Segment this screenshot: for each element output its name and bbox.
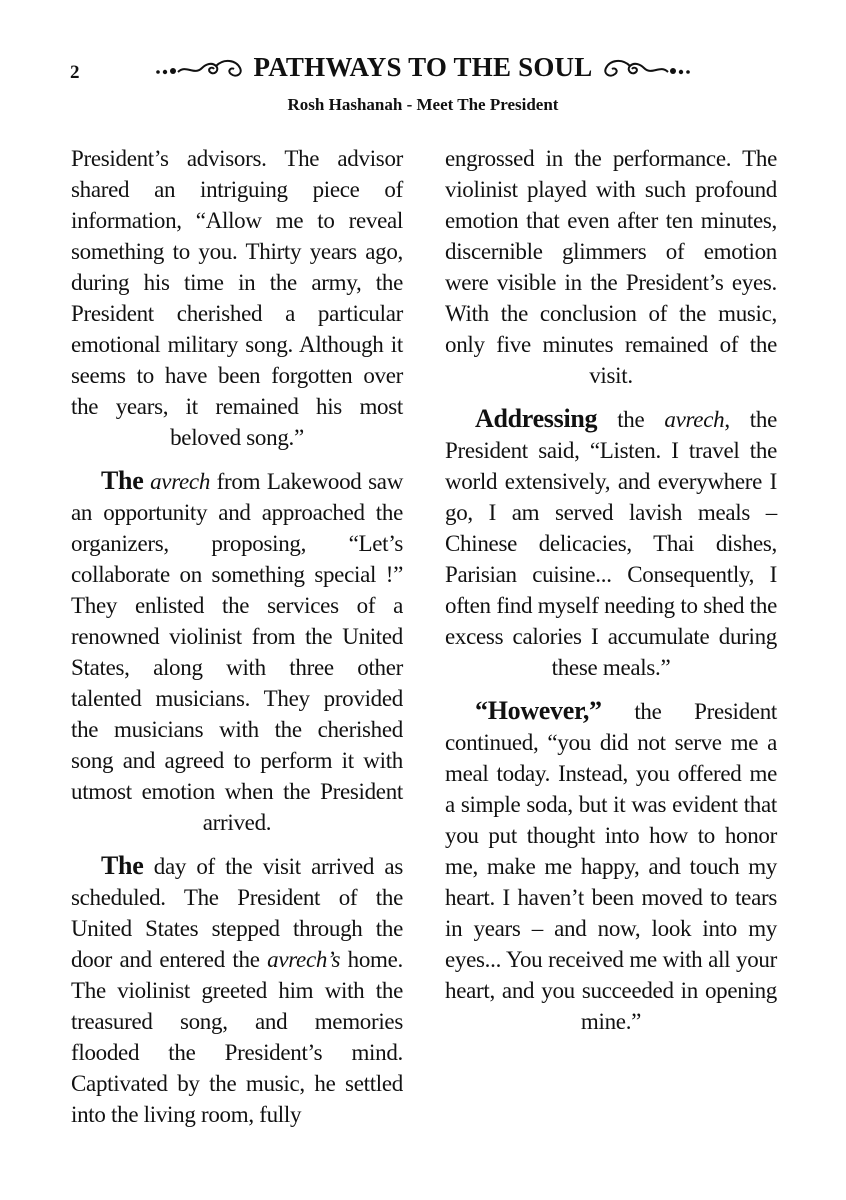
lead-word: Addressing [475, 404, 598, 433]
paragraph [71, 850, 403, 1130]
article-columns [71, 143, 777, 1142]
right-column [445, 143, 777, 1142]
paragraph [445, 403, 777, 683]
paragraph [445, 695, 777, 1037]
paragraph-text: the [597, 407, 665, 432]
paragraph: President’s advisors. The advisor shared an intriguing piece of information, “Allow me to reveal something to you. Thirty years ago, during his time in the army, the President cherished a particular emotional military song. Although it seems to have been forgotten over the years, it remained his most beloved song.” [71, 146, 403, 450]
lead-word: The [101, 466, 144, 495]
paragraph-text: home. The violinist greeted him with the treasured song, and memories flooded the President’s mind. Captivated by the music, he settled into the living room, fully [71, 947, 403, 1127]
left-ornament-icon [154, 56, 246, 80]
right-ornament-icon [600, 56, 692, 80]
lead-word: The [101, 851, 144, 880]
lead-word: “However,” [475, 696, 602, 725]
page-header [0, 52, 846, 115]
left-column [71, 143, 403, 1142]
italic-term: avrech’s [267, 947, 341, 972]
header-subtitle: Rosh Hashanah - Meet The President [287, 95, 559, 114]
paragraph-text: the President continued, “you did not serve me a meal today. Instead, you offered me a simple soda, but it was evident that you put thought into how to honor me, make me happy, and touch my heart. I haven’t been moved to tears in years – and now, look into my eyes... You received me with all your heart, and you succeeded in opening mine.” [445, 699, 777, 1034]
italic-term: avrech [150, 469, 211, 494]
paragraph [71, 465, 403, 838]
paragraph-text: day of the visit arrived as scheduled. The President of the United States stepped through the door and entered the [71, 854, 403, 972]
header-title: PATHWAYS TO THE SOUL [253, 52, 593, 82]
header-title-row [0, 52, 846, 83]
italic-term: avrech [664, 407, 725, 432]
paragraph-text: , the President said, “Listen. I travel the world extensively, and everywhere I go, I am served lavish meals – Chinese delicacies, Thai dishes, Parisian cuisine... Consequently, I often find myself needing to shed the excess calories I accumulate during these meals.” [445, 407, 777, 680]
paragraph: engrossed in the performance. The violinist played with such profound emotion that even after ten minutes, discernible glimmers of emotion were visible in the President’s eyes. With the conclusion of the music, only five minutes remained of the visit. [445, 146, 777, 388]
page-number: 2 [70, 62, 80, 83]
paragraph-text: from Lakewood saw an opportunity and approached the organizers, proposing, “Let’s collaborate on something special !” They enlisted the services of a renowned violinist from the United States, along with three other talented musicians. They provided the musicians with the cherished song and agreed to perform it with utmost emotion when the President arrived. [71, 469, 403, 835]
